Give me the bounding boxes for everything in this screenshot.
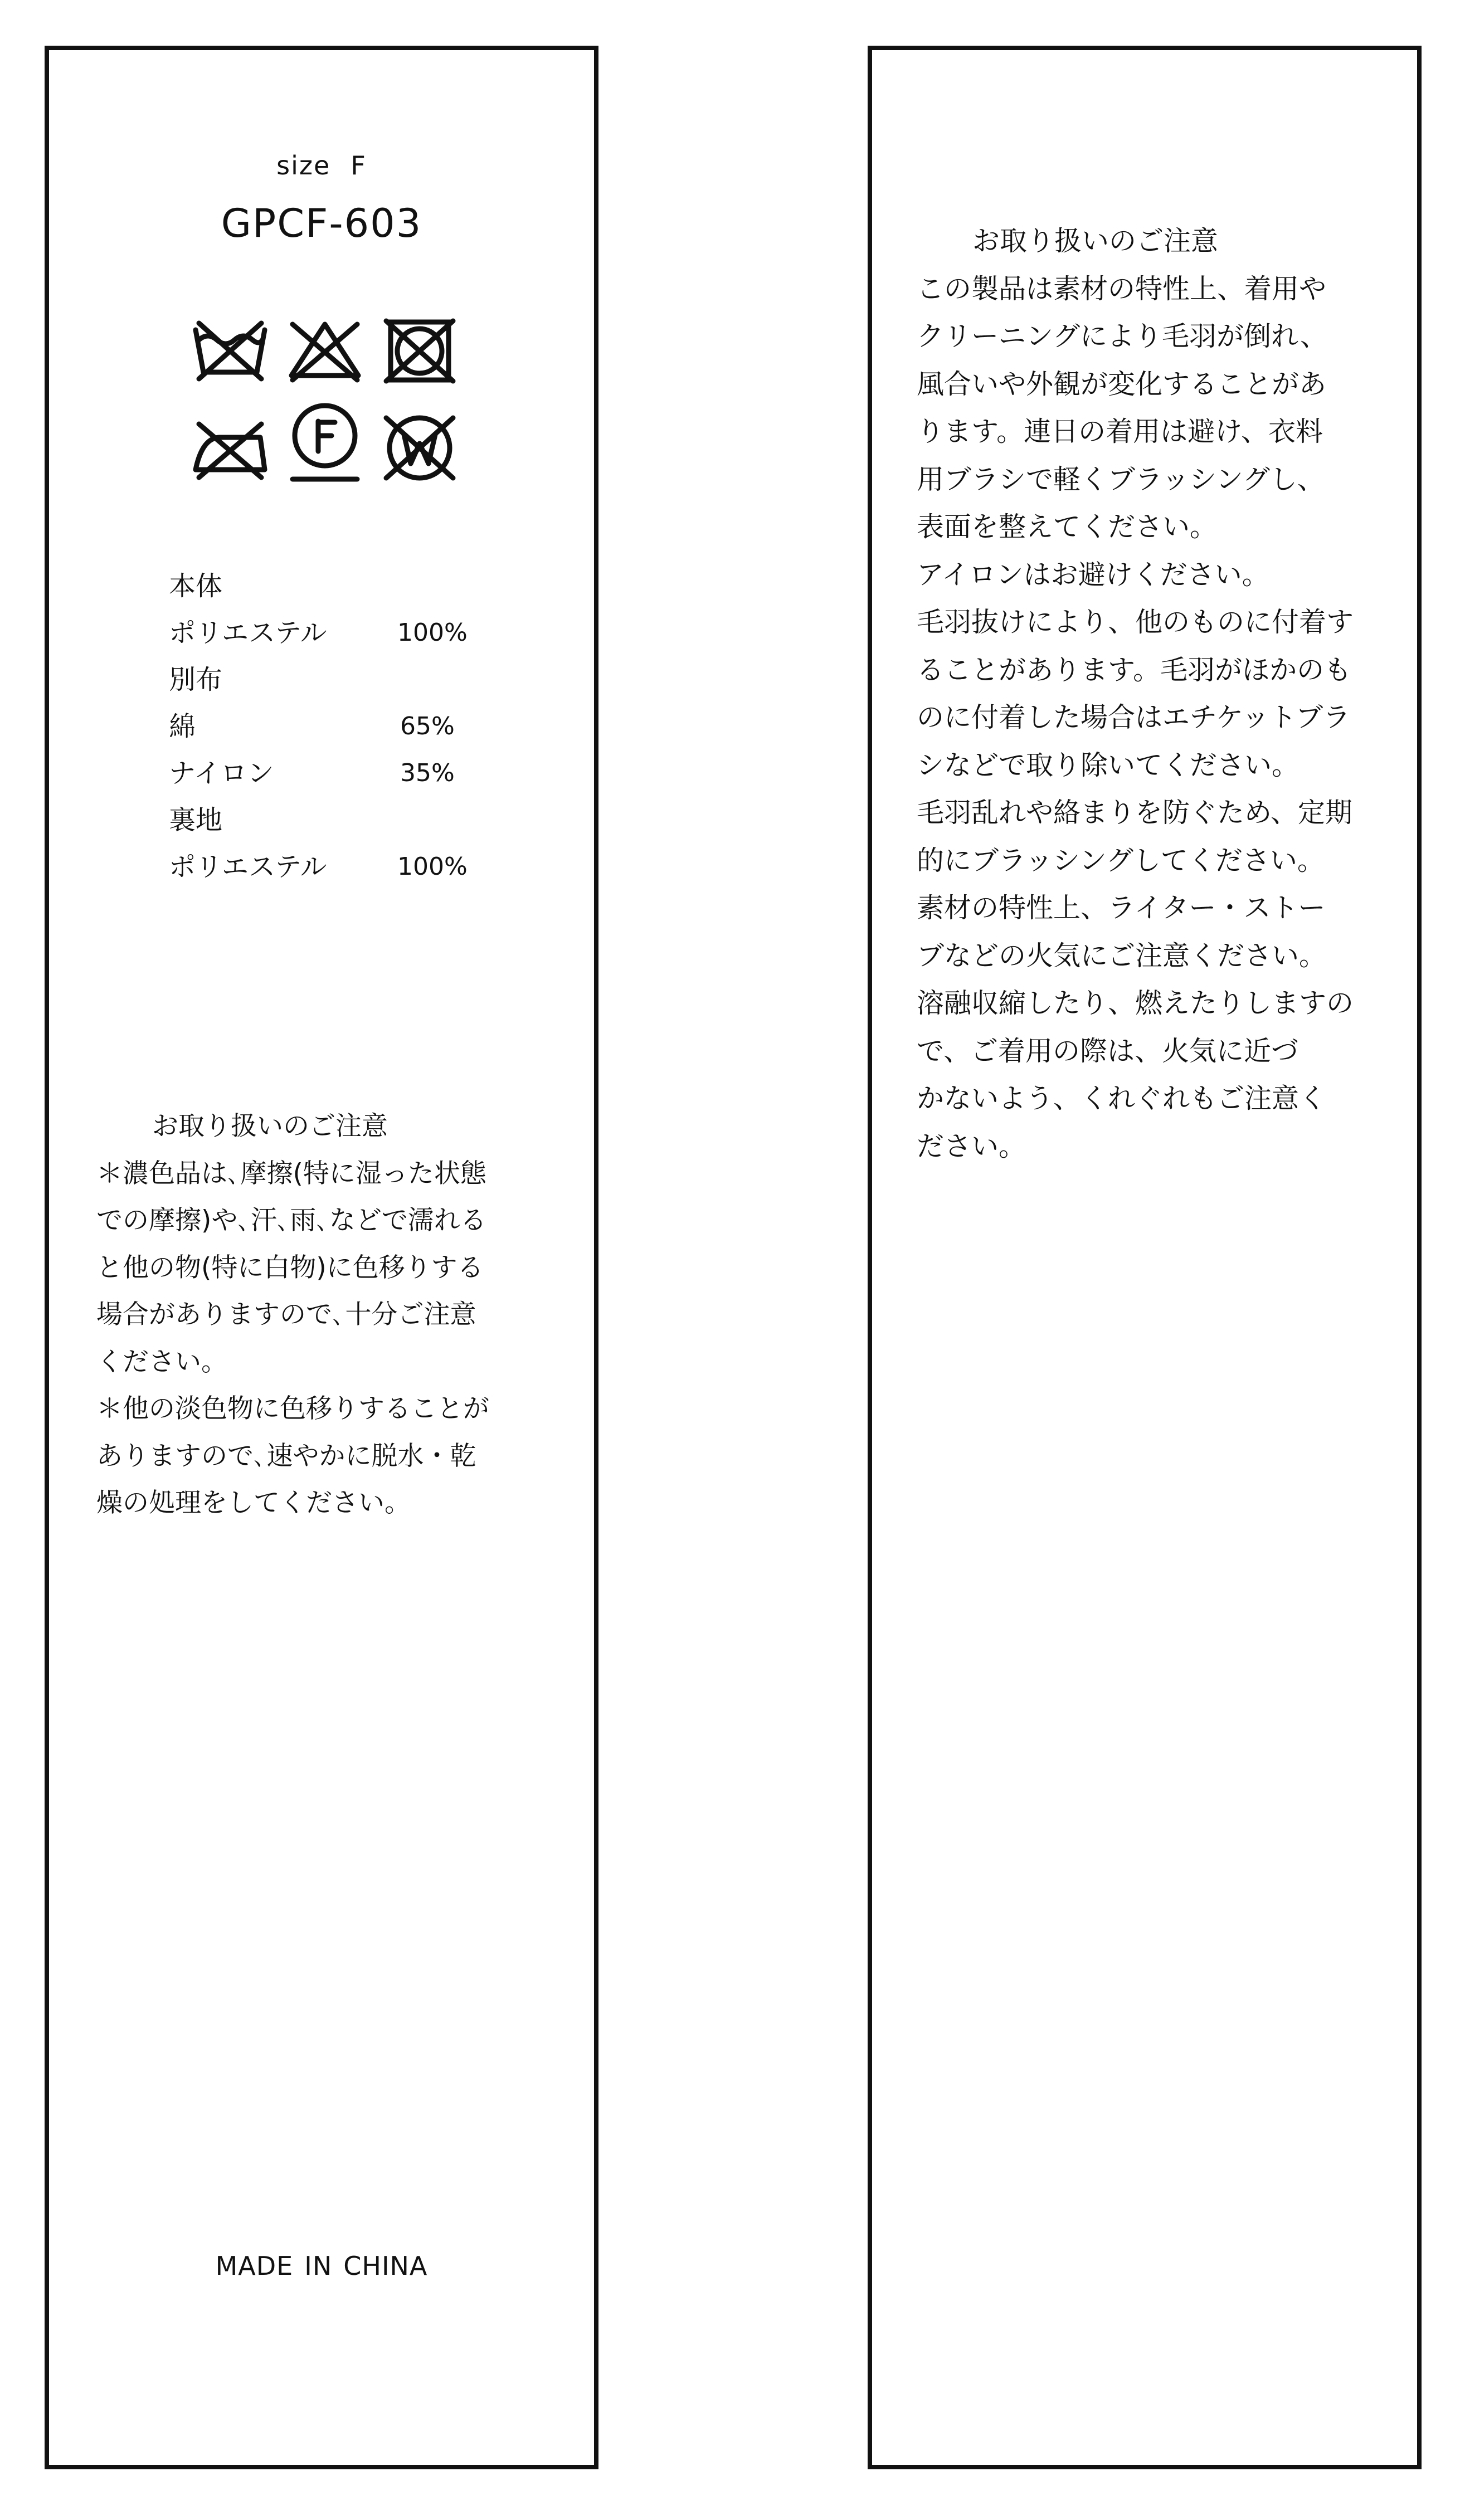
notice-line: で、ご着用の際は、火気に近づ (917, 1035, 1299, 1067)
notice-line: かないよう、くれぐれもご注意く (917, 1083, 1327, 1114)
notice-line: と他の物(特に白物)に色移りする (96, 1252, 484, 1283)
notice-line: ＊濃色品は､摩擦(特に湿った状態 (96, 1158, 486, 1189)
left-care-label (45, 46, 598, 2469)
do-not-bleach-icon (286, 318, 364, 384)
notice-line: 燥の処理をしてください。 (96, 1488, 411, 1518)
notice-line: 素材の特性上、ライター・ストー (917, 892, 1326, 924)
size-value: F (351, 150, 367, 181)
do-not-wash-icon (191, 318, 269, 384)
composition-row: ポリエステル 100% (169, 851, 468, 883)
do-not-wet-clean-icon (381, 412, 459, 485)
notice-line: ることがあります。毛羽がほかのも (917, 654, 1352, 686)
do-not-tumble-dry-icon (381, 318, 459, 384)
composition-list (169, 563, 468, 890)
dry-clean-f-icon (286, 401, 364, 485)
left-care-notice (96, 1103, 581, 1527)
size-label: size (276, 150, 331, 181)
notice-line: シなどで取り除いてください。 (917, 749, 1299, 781)
notice-line: この製品は素材の特性上、着用や (917, 272, 1327, 305)
notice-line: 毛羽抜けにより、他のものに付着す (917, 606, 1354, 638)
notice-line: ＊他の淡色物に色移りすることが (96, 1393, 489, 1424)
notice-title: お取り扱いのご注意 (972, 225, 1219, 257)
notice-line: ください。 (96, 1346, 227, 1377)
notice-line: 用ブラシで軽くブラッシングし、 (917, 463, 1325, 495)
right-care-label (868, 46, 1422, 2469)
care-symbols (191, 318, 459, 501)
composition-row: ナイロン 35% (169, 758, 455, 789)
composition-row: ポリエステル 100% (169, 617, 468, 649)
notice-line: 風合いや外観が変化することがあ (917, 368, 1327, 400)
notice-line: のに付着した場合はエチケットブラ (917, 701, 1351, 733)
notice-line: 場合がありますので､十分ご注意 (96, 1299, 476, 1330)
notice-line: 的にブラッシングしてください。 (917, 844, 1325, 876)
size-line (49, 150, 594, 181)
right-care-notice (917, 217, 1390, 1170)
composition-row: 裏地 (169, 805, 223, 836)
notice-line: ります。連日の着用は避け、衣料 (917, 416, 1323, 447)
notice-line: での摩擦)や､汗､雨､などで濡れる (96, 1205, 486, 1236)
composition-row: 本体 (169, 571, 223, 602)
notice-title: お取り扱いのご注意 (152, 1111, 388, 1142)
notice-line: アイロンはお避けください。 (917, 558, 1269, 591)
composition-row: 綿 65% (169, 711, 455, 742)
made-in-label: MADE IN CHINA (215, 2251, 428, 2281)
notice-line: 溶融収縮したり、燃えたりしますの (917, 987, 1354, 1019)
notice-line: 表面を整えてください。 (917, 511, 1218, 543)
notice-line: ブなどの火気にご注意ください。 (917, 939, 1327, 972)
notice-line: 毛羽乱れや絡まりを防ぐため、定期 (917, 797, 1353, 828)
do-not-iron-icon (191, 415, 269, 482)
notice-line: ださい。 (917, 1130, 1026, 1162)
model-number: GPCF-603 (221, 201, 422, 246)
composition-row: 別布 (169, 664, 223, 695)
notice-line: クリーニングにより毛羽が倒れ、 (917, 320, 1327, 352)
notice-line: ありますので､速やかに脱水・乾 (96, 1440, 476, 1471)
